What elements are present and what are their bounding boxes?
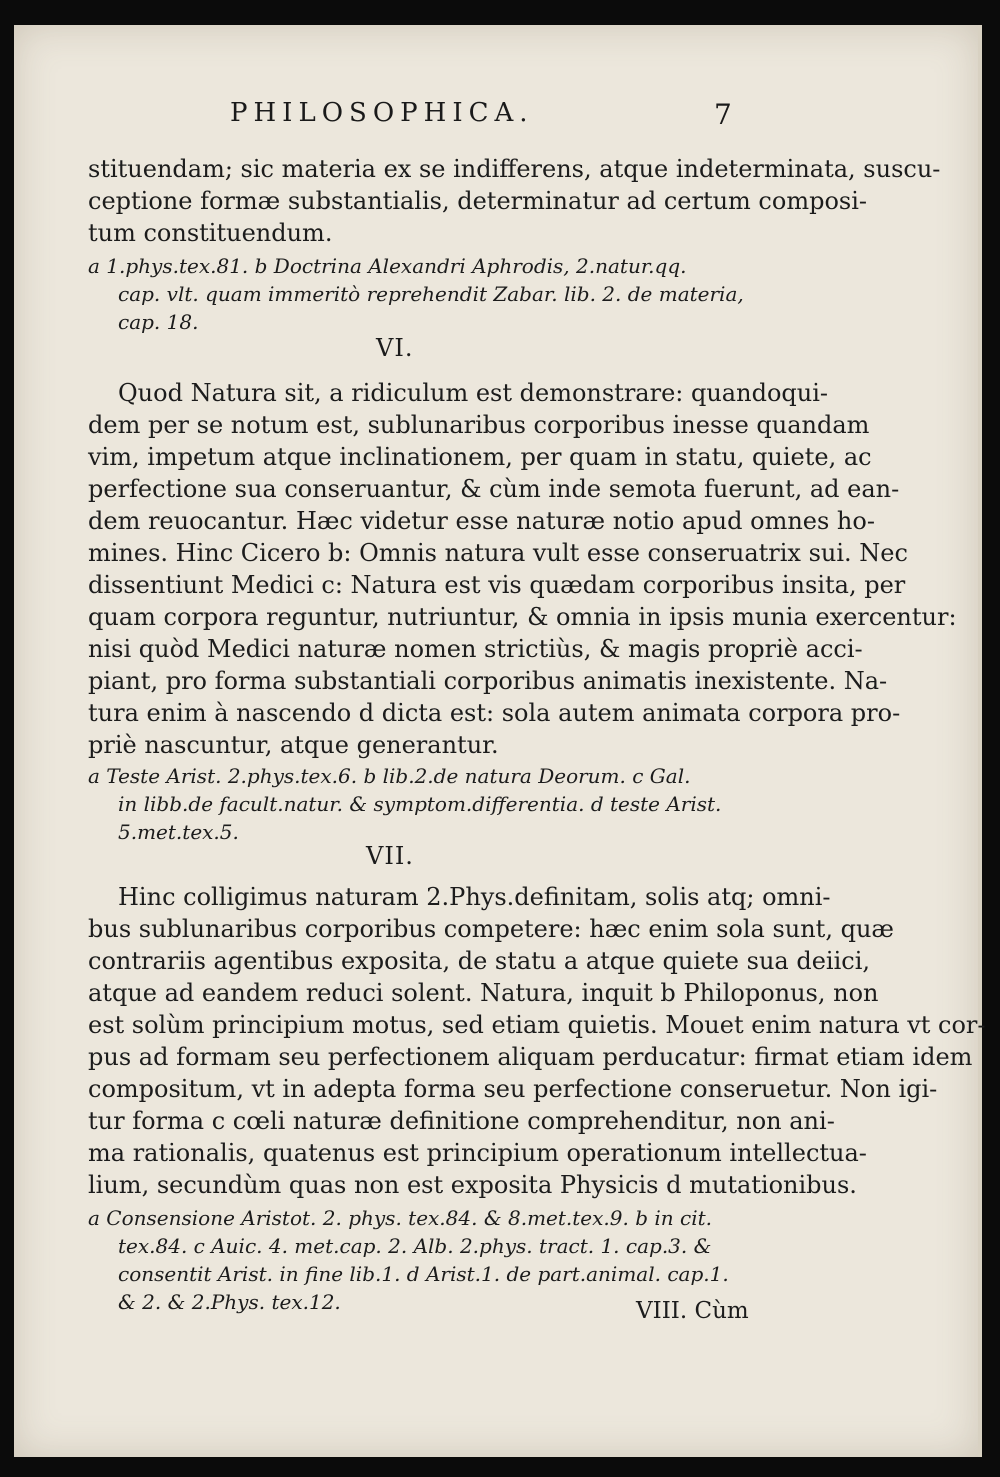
footnote-line: in libb.de facult.natur. & symptom.differentia. d teste Arist. xyxy=(118,792,722,816)
text-line: quam corpora reguntur, nutriuntur, & omnia in ipsis munia exercentur: xyxy=(88,603,957,631)
text-line: piant, pro forma substantiali corporibus animatis inexistente. Na- xyxy=(88,667,888,695)
footnote-line: 5.met.tex.5. xyxy=(118,820,239,844)
page-header xyxy=(0,98,1000,138)
text-line: mines. Hinc Cicero b: Omnis natura vult esse conseruatrix sui. Nec xyxy=(88,539,908,567)
running-head: PHILOSOPHICA. xyxy=(230,98,534,128)
footnote-line: consentit Arist. in fine lib.1. d Arist.1. de part.animal. cap.1. xyxy=(118,1262,729,1286)
text-line: vim, impetum atque inclinationem, per quam in statu, quiete, ac xyxy=(88,443,872,471)
text-line: atque ad eandem reduci solent. Natura, inquit b Philoponus, non xyxy=(88,979,879,1007)
text-line: contrariis agentibus exposita, de statu a atque quiete sua deiici, xyxy=(88,947,871,975)
text-line: dissentiunt Medici c: Natura est vis quædam corporibus insita, per xyxy=(88,571,906,599)
text-line: Quod Natura sit, a ridiculum est demonstrare: quandoqui- xyxy=(118,379,828,407)
text-line: tura enim à nascendo d dicta est: sola autem animata corpora pro- xyxy=(88,699,901,727)
text-line: tum constituendum. xyxy=(88,219,333,247)
text-line: est solùm principium motus, sed etiam quietis. Mouet enim natura vt cor- xyxy=(88,1011,986,1039)
text-line: ceptione formæ substantialis, determinatur ad certum composi- xyxy=(88,187,867,215)
text-line: dem per se notum est, sublunaribus corporibus inesse quandam xyxy=(88,411,870,439)
text-line: ma rationalis, quatenus est principium operationum intellectua- xyxy=(88,1139,867,1167)
text-line: bus sublunaribus corporibus competere: hæc enim sola sunt, quæ xyxy=(88,915,894,943)
footnote-line: cap. vlt. quam immeritò reprehendit Zabar. lib. 2. de materia, xyxy=(118,282,744,306)
catchword: VIII. Cùm xyxy=(636,1298,749,1324)
text-line: stituendam; sic materia ex se indifferens, atque indeterminata, suscu- xyxy=(88,155,941,183)
section-heading: VI. xyxy=(376,334,414,362)
page-number: 7 xyxy=(714,98,732,131)
text-line: Hinc colligimus naturam 2.Phys.definitam, solis atq; omni- xyxy=(118,883,831,911)
text-line: compositum, vt in adepta forma seu perfectione conseruetur. Non igi- xyxy=(88,1075,938,1103)
text-line: nisi quòd Medici naturæ nomen strictiùs, & magis propriè acci- xyxy=(88,635,863,663)
footnote-line: a Consensione Aristot. 2. phys. tex.84. & 8.met.tex.9. b in cit. xyxy=(88,1206,713,1230)
footnote-line: a 1.phys.tex.81. b Doctrina Alexandri Aphrodis, 2.natur.qq. xyxy=(88,254,687,278)
text-line: lium, secundùm quas non est exposita Physicis d mutationibus. xyxy=(88,1171,857,1199)
footnote-line: & 2. & 2.Phys. tex.12. xyxy=(118,1290,341,1314)
text-line: tur forma c cœli naturæ definitione comprehenditur, non ani- xyxy=(88,1107,835,1135)
text-line: pus ad formam seu perfectionem aliquam perducatur: firmat etiam idem xyxy=(88,1043,973,1071)
footnote-line: cap. 18. xyxy=(118,310,199,334)
section-heading: VII. xyxy=(366,842,414,870)
text-line: dem reuocantur. Hæc videtur esse naturæ notio apud omnes ho- xyxy=(88,507,875,535)
footnote-line: tex.84. c Auic. 4. met.cap. 2. Alb. 2.phys. tract. 1. cap.3. & xyxy=(118,1234,712,1258)
text-line: priè nascuntur, atque generantur. xyxy=(88,731,499,759)
text-line: perfectione sua conseruantur, & cùm inde semota fuerunt, ad ean- xyxy=(88,475,900,503)
footnote-line: a Teste Arist. 2.phys.tex.6. b lib.2.de natura Deorum. c Gal. xyxy=(88,764,691,788)
